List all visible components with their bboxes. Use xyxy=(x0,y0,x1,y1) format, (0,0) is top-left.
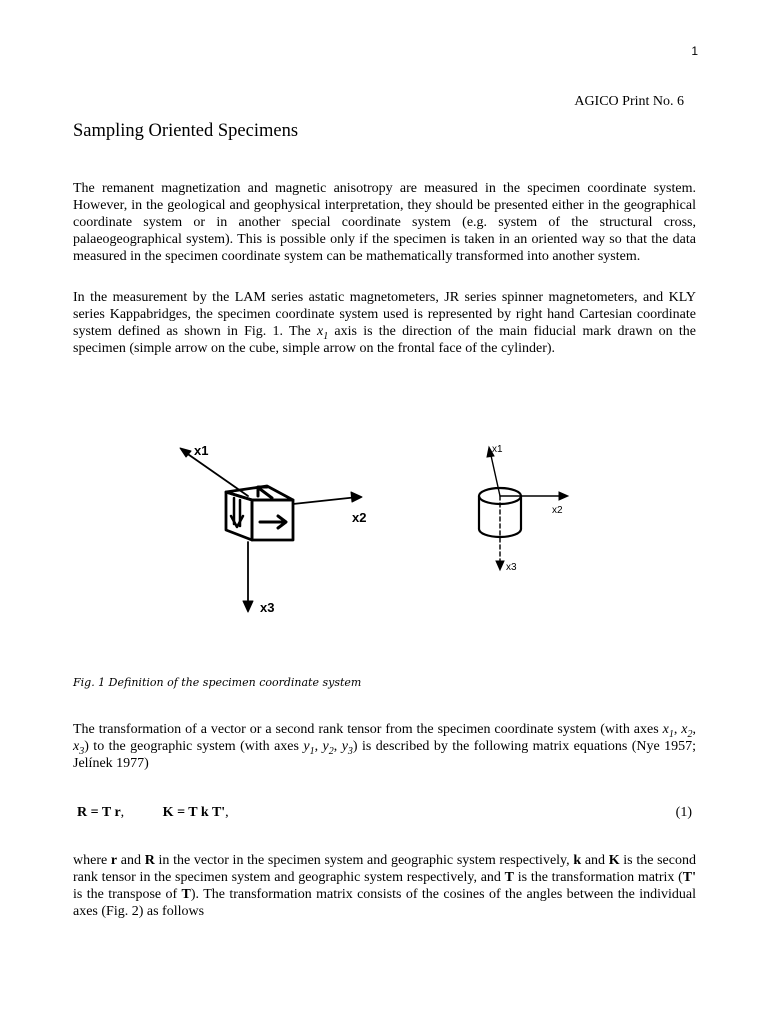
cube-label-x2: x2 xyxy=(352,510,367,525)
eq-r: r xyxy=(114,805,121,820)
p4-w5: is the second rank tensor in the specimen system and geographic system respectively, and xyxy=(73,853,696,885)
eq-equals-2: = xyxy=(173,805,189,820)
p3-x2: $x_2$ xyxy=(681,722,693,740)
page-number: 1 xyxy=(691,44,698,58)
p3-text-1: The transformation of a vector or a second rank tensor from the specimen coordinate system (with axes xyxy=(73,722,663,737)
eq-K: K xyxy=(162,805,174,820)
p4-w7: is the transpose of xyxy=(73,887,182,902)
p3-text-3: ) is described by the following matrix equations (Nye 1957; Jelínek 1977) xyxy=(73,739,697,771)
cube-top-fiducial-arrow xyxy=(260,489,272,498)
cube-x3-arrowhead xyxy=(243,601,253,612)
eq-k: k xyxy=(200,805,209,820)
cube-x2-arrowhead xyxy=(351,492,362,502)
section-title: Sampling Oriented Specimens xyxy=(73,121,299,141)
cylinder-label-x2: x2 xyxy=(552,505,563,516)
eq-T: T xyxy=(101,805,111,820)
p3-comma-3: , xyxy=(314,739,323,754)
cube-label-x3: x3 xyxy=(260,600,275,615)
cube-front-face xyxy=(252,500,293,540)
cylinder-label-x1: x1 xyxy=(492,444,503,455)
p4-w1: where xyxy=(73,853,111,868)
p4-r: r xyxy=(110,853,118,868)
eq-equals-1: = xyxy=(87,805,102,820)
p4-K: K xyxy=(608,853,620,868)
eq-end: , xyxy=(225,805,229,820)
paragraph-transformation xyxy=(73,721,696,772)
p3-text-2: ) to the geographic system (with axes xyxy=(84,739,304,754)
p2-text-after: axis is the direction of the main fiducial mark drawn on the specimen (simple arrow on the cube, simple arrow on the frontal face of the cylinder). xyxy=(73,324,697,356)
p4-w8: ). The transformation matrix consists of the cosines of the angles between the individual axes (Fig. 2) as follows xyxy=(73,887,696,919)
paragraph-intro: The remanent magnetization and magnetic anisotropy are measured in the specimen coordinate system. However, in the geological and geophysical interpretation, they should be presented either in the geographical coordinate system or in another special coordinate system (e.g. system of the structural cross, palaeogeographical system). This is possible only if the specimen is taken in an oriented way so that the data measured in the specimen coordinate system can be mathematically transformed into another system. xyxy=(73,181,696,264)
p4-Tp: T' xyxy=(682,870,696,885)
cylinder-label-x3: x3 xyxy=(506,562,517,573)
figure-caption: Fig. 1 Definition of the specimen coordinate system xyxy=(73,676,362,689)
eq-comma: , xyxy=(120,805,125,820)
p3-comma-1: , xyxy=(673,722,682,737)
cube-x2-axis xyxy=(293,497,358,504)
p4-T: T xyxy=(504,870,515,885)
eq-R: R xyxy=(77,805,88,820)
eq-T2: T xyxy=(188,805,198,820)
p2-var-x1 xyxy=(316,324,329,342)
p3-comma-2: , xyxy=(692,722,696,737)
paragraph-coordinate-system xyxy=(73,289,696,357)
p4-T2: T xyxy=(181,887,191,902)
p3-y2: $y_2$ xyxy=(322,739,334,757)
cylinder-x2-arrowhead xyxy=(559,492,568,500)
p4-w2: and xyxy=(117,853,145,868)
p4-w6: is the transformation matrix ( xyxy=(514,870,683,885)
p4-k: k xyxy=(573,853,582,868)
p3-y3: $y_3$ xyxy=(341,739,353,757)
print-number: AGICO Print No. 6 xyxy=(574,94,684,109)
p4-w3: in the vector in the specimen system and geographic system respectively, xyxy=(154,853,574,868)
p3-x3: $x_3$ xyxy=(73,739,85,757)
cube-label-x1: x1 xyxy=(194,443,209,458)
paragraph-definitions xyxy=(73,852,696,920)
p4-R: R xyxy=(144,853,155,868)
eq-Tprime: T' xyxy=(211,805,226,820)
equation-1-body xyxy=(77,805,229,821)
p3-x1: $x_1$ xyxy=(662,722,674,740)
cube-diagram xyxy=(180,448,362,612)
cylinder-axis-labels xyxy=(492,444,563,573)
equation-number: (1) xyxy=(675,805,692,820)
p3-y1: $y_1$ xyxy=(303,739,315,757)
equation-1 xyxy=(73,805,696,823)
eq-gap xyxy=(124,805,163,820)
cube-axis-labels xyxy=(194,443,366,615)
cube-x1-axis xyxy=(182,450,248,496)
p2-var: x xyxy=(316,324,324,339)
p2-var-sub: 1 xyxy=(323,330,329,342)
figure-1-coordinate-system xyxy=(168,436,588,626)
p3-comma-4: , xyxy=(333,739,342,754)
p4-w4: and xyxy=(581,853,609,868)
cylinder-x3-arrowhead xyxy=(496,561,504,570)
p2-text-before: In the measurement by the LAM series astatic magnetometers, JR series spinner magnetometers, and KLY series Kappabridges, the specimen coordinate system used is represented by right hand Cartesian coordinate system defined as shown in Fig. 1. The xyxy=(73,290,696,339)
